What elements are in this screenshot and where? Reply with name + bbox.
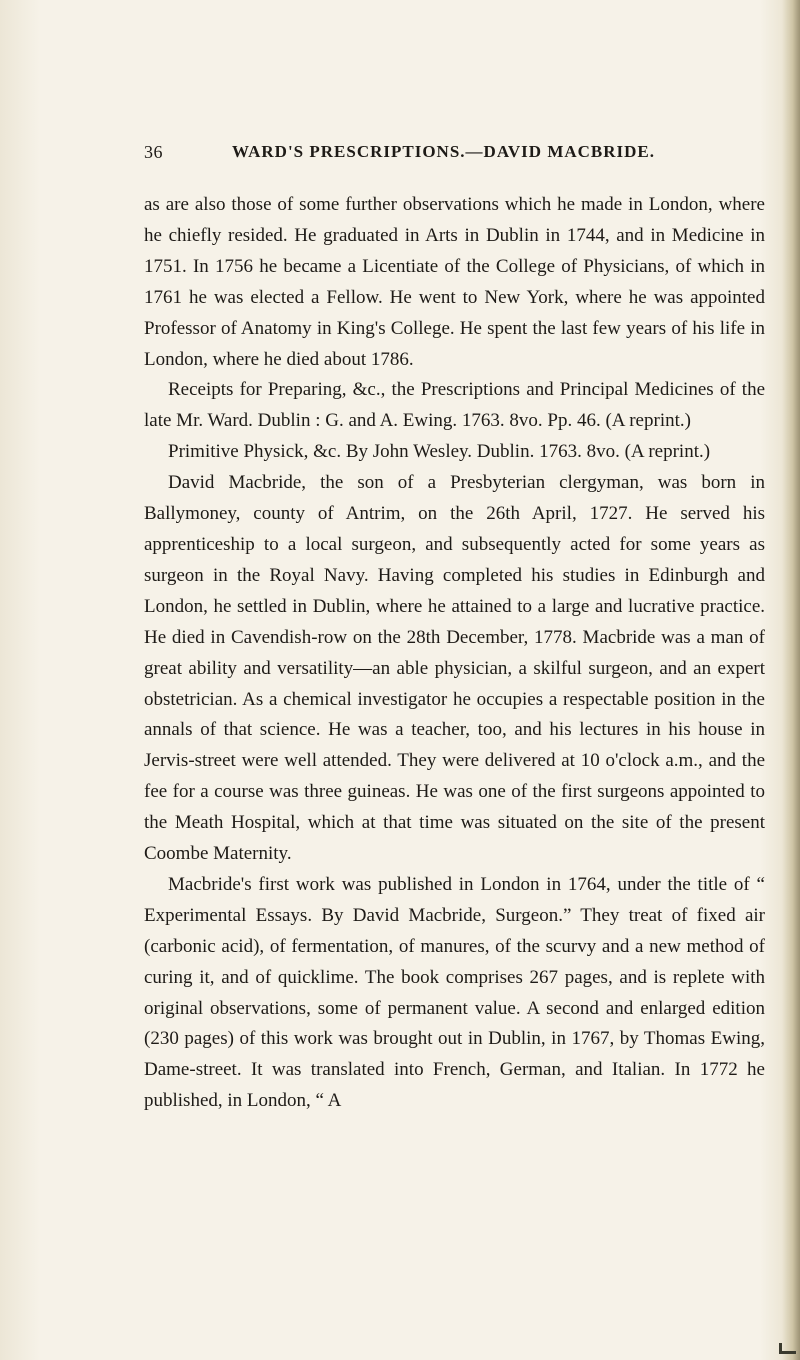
paragraph-primitive-physick-entry: Primitive Physick, &c. By John Wesley. Dublin. 1763. 8vo. (A reprint.)	[168, 441, 711, 463]
running-header	[144, 142, 764, 174]
paragraph-continuation: as are also those of some further observations which he made in London, where he chiefly resided. He graduated in Arts in Dublin in 1744, and in Medicine in 1751. In 1756 he became a Licentiate of the College of Physicians, of which in 1761 he was elected a Fellow. He went to New York, where he was appointed Professor of Anatomy in King's College. He spent the last few years of his life in London, where he died about 1786.	[144, 194, 765, 370]
page-number: 36	[144, 142, 163, 162]
body-text	[144, 190, 765, 1117]
paragraph-macbride-works: Macbride's first work was published in London in 1764, under the title of “ Experimental Essays. By David Macbride, Surgeon.” They treat of fixed air (carbonic acid), of fermentation, of manures, of the scurvy and a new method of curing it, and of quicklime. The book comprises 267 pages, and is replete with original observations, some of permanent value. A second and enlarged edition (230 pages) of this work was brought out in Dublin, in 1767, by Thomas Ewing, Dame-street. It was translated into French, German, and Italian. In 1772 he published, in London, “ A	[144, 873, 765, 1112]
running-title: WARD'S PRESCRIPTIONS.—DAVID MACBRIDE.	[232, 142, 656, 161]
paragraph-receipts-entry: Receipts for Preparing, &c., the Prescriptions and Principal Medicines of the late Mr. Ward. Dublin : G. and A. Ewing. 1763. 8vo. Pp. 46. (A reprint.)	[144, 379, 765, 432]
page-edge-shadow	[782, 0, 800, 1360]
paragraph-macbride-biography: David Macbride, the son of a Presbyterian clergyman, was born in Ballymoney, county of Antrim, on the 26th April, 1727. He served his apprenticeship to a local surgeon, and subsequently acted for some years as surgeon in the Royal Navy. Having completed his studies in Edinburgh and London, he settled in Dublin, where he attained to a large and lucrative practice. He died in Cavendish-row on the 28th December, 1778. Macbride was a man of great ability and versatility—an able physician, a skilful surgeon, and an expert obstetrician. As a chemical investigator he occupies a respectable position in the annals of that science. He was a teacher, too, and his lectures in his house in Jervis-street were well attended. They were delivered at 10 o'clock a.m., and the fee for a course was three guineas. He was one of the first surgeons appointed to the Meath Hospital, which at that time was situated on the site of the present Coombe Maternity.	[144, 472, 765, 865]
corner-mark	[779, 1343, 796, 1354]
